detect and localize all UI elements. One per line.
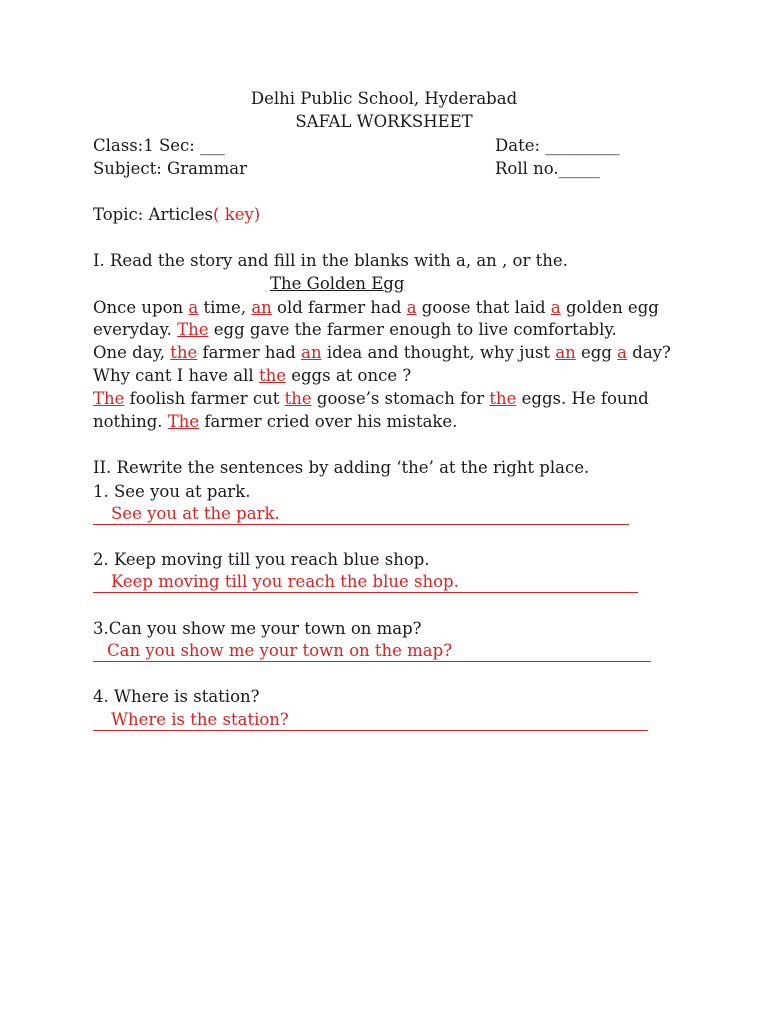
article-blank: an: [555, 343, 576, 362]
story-text: farmer had: [197, 343, 302, 362]
story-text: day?: [627, 343, 671, 362]
story-line-5: [93, 388, 649, 410]
article-blank: The: [177, 320, 209, 339]
article-blank: a: [406, 298, 417, 317]
story-line-3: [93, 342, 671, 364]
story-text: goose that laid: [416, 298, 551, 317]
article-blank: a: [617, 343, 628, 362]
story-text: everyday.: [93, 320, 178, 339]
story-text: One day,: [93, 343, 171, 362]
article-blank: The: [167, 412, 200, 431]
article-blank: the: [489, 389, 517, 408]
article-blank: a: [188, 298, 199, 317]
story-line-2: [93, 319, 617, 341]
story-text: egg: [575, 343, 618, 362]
story-text: goose’s stomach for: [311, 389, 490, 408]
question-2: 2. Keep moving till you reach blue shop.: [93, 550, 430, 569]
story-text: old farmer had: [271, 298, 407, 317]
school-name: Delhi Public School, Hyderabad: [250, 89, 518, 108]
topic-label: Topic: Articles: [93, 205, 214, 224]
story-text: time,: [198, 298, 252, 317]
story-text: eggs. He found: [516, 389, 649, 408]
story-line-4: [93, 365, 411, 387]
question-1: 1. See you at park.: [93, 482, 251, 501]
article-blank: the: [258, 366, 286, 385]
class-sec: Class:1 Sec: ___: [93, 136, 225, 155]
article-blank: a: [550, 298, 561, 317]
story-text: idea and thought, why just: [321, 343, 556, 362]
topic: [93, 204, 260, 226]
article-blank: the: [170, 343, 198, 362]
story-text: eggs at once ?: [285, 366, 412, 385]
story-text: nothing.: [93, 412, 168, 431]
story-text: egg gave the farmer enough to live comfortably.: [208, 320, 617, 339]
roll-no: Roll no._____: [495, 159, 600, 178]
story-text: Why cant I have all: [93, 366, 259, 385]
story-text: farmer cried over his mistake.: [199, 412, 458, 431]
story-line-1: [93, 297, 659, 319]
question-4: 4. Where is station?: [93, 687, 260, 706]
story-text: Once upon: [93, 298, 189, 317]
answer-3: Can you show me your town on the map?: [93, 640, 651, 662]
section1-instruction: I. Read the story and fill in the blanks with a, an , or the.: [93, 251, 568, 270]
worksheet-title: SAFAL WORKSHEET: [295, 112, 473, 131]
topic-key: ( key): [213, 205, 261, 224]
section2-instruction: II. Rewrite the sentences by adding ‘the’ at the right place.: [93, 458, 590, 477]
article-blank: The: [93, 389, 125, 408]
answer-2: Keep moving till you reach the blue shop.: [93, 571, 638, 593]
story-text: foolish farmer cut: [124, 389, 285, 408]
question-3: 3.Can you show me your town on map?: [93, 619, 422, 638]
article-blank: an: [251, 298, 272, 317]
subject: Subject: Grammar: [93, 159, 247, 178]
article-blank: an: [301, 343, 322, 362]
article-blank: the: [284, 389, 312, 408]
story-text: golden egg: [560, 298, 659, 317]
answer-1: See you at the park.: [93, 503, 629, 525]
story-line-6: [93, 411, 457, 433]
date-field: Date: _________: [495, 136, 620, 155]
answer-4: Where is the station?: [93, 709, 648, 731]
story-title: The Golden Egg: [270, 274, 405, 293]
